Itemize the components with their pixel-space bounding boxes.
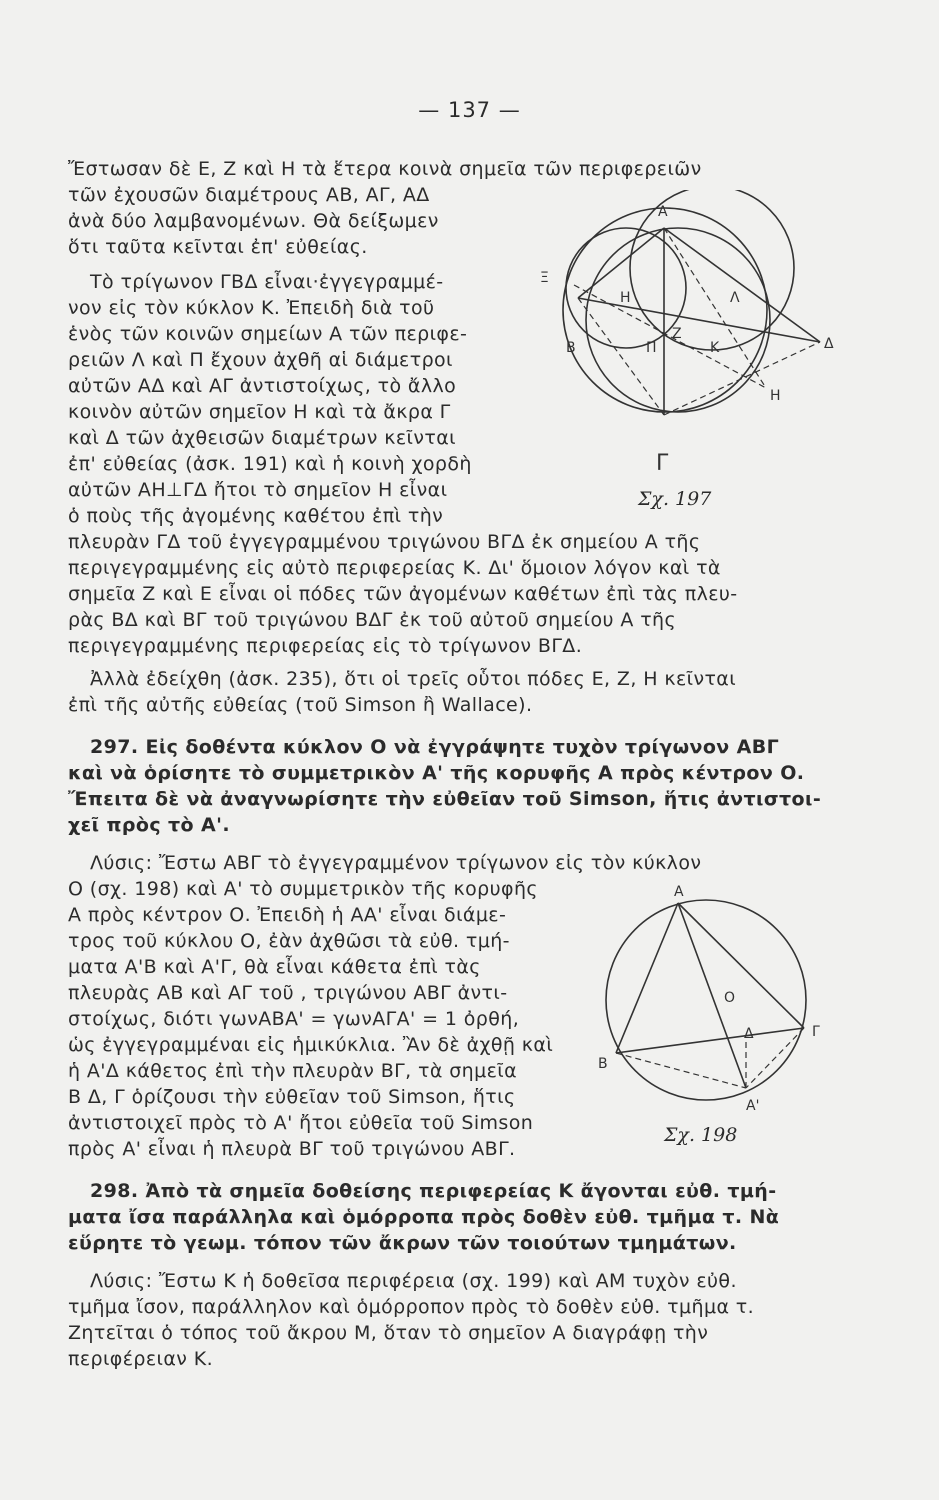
label-o: Ο (724, 990, 736, 1006)
solution-297-line: πρὸς Α' εἶναι ἡ πλευρὰ ΒΓ τοῦ τριγώνου ΑΒΓ. (68, 1138, 516, 1160)
text-line: σημεῖα Ζ καὶ Ε εἶναι οἱ πόδες τῶν ἀγομένων καθέτων ἐπὶ τὰς πλευ- (68, 583, 738, 605)
solution-297-line: ὡς ἐγγεγραμμέναι εἰς ἡμικύκλια. Ἂν δὲ ἀχθῇ καὶ (68, 1034, 554, 1056)
solution-297-line: Λύσις: Ἔστω ΑΒΓ τὸ ἐγγεγραμμένον τρίγωνον εἰς τὸν κύκλον (90, 852, 702, 874)
exercise-298-line: εὕρητε τὸ γεωμ. τόπον τῶν ἄκρων τῶν τοιούτων τμημάτων. (68, 1232, 737, 1254)
figure-197-caption: Σχ. 197 (638, 488, 712, 510)
solution-297-line: Ο (σχ. 198) καὶ Α' τὸ συμμετρικὸν τῆς κορυφῆς (68, 878, 538, 900)
solution-297-line: ἡ Α'Δ κάθετος ἐπὶ τὴν πλευρὰν ΒΓ, τὰ σημεῖα (68, 1060, 518, 1082)
exercise-297-line: 297. Εἰς δοθέντα κύκλον Ο νὰ ἐγγράψητε τυχὸν τρίγωνον ΑΒΓ (90, 736, 780, 758)
text-line: ἐπ' εὐθείας (ἀσκ. 191) καὶ ἡ κοινὴ χορδὴ (68, 453, 472, 475)
chord-ah (664, 228, 766, 388)
text-line: ἑνὸς τῶν κοινῶν σημείων Α τῶν περιφε- (68, 323, 468, 345)
segment-apg (746, 1028, 804, 1088)
figure-198-caption: Σχ. 198 (664, 1124, 738, 1146)
label-pi: Π (646, 340, 657, 356)
diameter-ad (664, 228, 820, 342)
page-number: — 137 — (418, 98, 521, 122)
text-line: ἀνὰ δύο λαμβανομένων. Θὰ δείξωμεν (68, 210, 439, 232)
circle-pi (586, 228, 770, 412)
exercise-297-line: Ἔπειτα δὲ νὰ ἀναγνωρίσητε τὴν εὐθεῖαν τοῦ Simson, ἥτις ἀντιστοι- (68, 788, 822, 810)
solution-297-line: ἀντιστοιχεῖ πρὸς τὸ Α' ἤτοι εὐθεῖα τοῦ Simson (68, 1112, 534, 1134)
side-bd (578, 298, 820, 342)
side-bg (616, 1028, 804, 1053)
solution-297-line: Α πρὸς κέντρον Ο. Ἐπειδὴ ἡ ΑΑ' εἶναι διάμε- (68, 904, 507, 926)
exercise-297-line: χεῖ πρὸς τὸ Α'. (68, 814, 230, 836)
text-line: Ἀλλὰ ἐδείχθη (ἀσκ. 235), ὅτι οἱ τρεῖς οὗτοι πόδες Ε, Ζ, Η κεῖνται (90, 668, 737, 690)
solution-298-line: περιφέρειαν Κ. (68, 1348, 214, 1370)
side-ab (616, 903, 678, 1053)
text-line: Τὸ τρίγωνον ΓΒΔ εἶναι·ἐγγεγραμμέ- (90, 271, 444, 293)
solution-297-line: τρος τοῦ κύκλου Ο, ἐὰν ἀχθῶσι τὰ εὐθ. τμή- (68, 930, 510, 952)
label-k: Κ (710, 340, 720, 356)
exercise-298-line: 298. Ἀπὸ τὰ σημεῖα δοθείσης περιφερείας Κ ἄγονται εὐθ. τμή- (90, 1180, 777, 1202)
figure-197 (530, 190, 850, 480)
text-line: ρὰς ΒΔ καὶ ΒΓ τοῦ τριγώνου ΒΔΓ ἐκ τοῦ αὐτοῦ σημείου Α τῆς (68, 609, 677, 631)
figure-198 (596, 878, 836, 1128)
text-line: αὐτῶν ΑΗ⊥ΓΔ ἤτοι τὸ σημεῖον Η εἶναι (68, 479, 448, 501)
label-h: Η (620, 290, 631, 306)
text-line: αὐτῶν ΑΔ καὶ ΑΓ ἀντιστοίχως, τὸ ἄλλο (68, 375, 457, 397)
solution-297-line: πλευρὰς ΑΒ καὶ ΑΓ τοῦ , τριγώνου ΑΒΓ ἀντι- (68, 982, 508, 1004)
solution-298-line: τμῆμα ἴσον, παράλληλον καὶ ὁμόρροπον πρὸς τὸ δοθὲν εὐθ. τμῆμα τ. (68, 1296, 755, 1318)
label-b: Β (598, 1056, 608, 1072)
label-g: Γ (812, 1024, 820, 1040)
diameter-aap (678, 903, 746, 1088)
label-b: Β (566, 340, 576, 356)
text-line: ρειῶν Λ καὶ Π ἔχουν ἀχθῆ αἱ διάμετροι (68, 349, 453, 371)
solution-298-line: Ζητεῖται ὁ τόπος τοῦ ἄκρου Μ, ὅταν τὸ σημεῖον Α διαγράφῃ τὴν (68, 1322, 709, 1344)
solution-297-line: ματα Α'Β καὶ Α'Γ, θὰ εἶναι κάθετα ἐπὶ τὰς (68, 956, 481, 978)
label-d: Δ (744, 1026, 754, 1042)
text-line: ὅτι ταῦτα κεῖνται ἐπ' εὐθείας. (68, 236, 368, 258)
circle-small (566, 228, 686, 348)
label-h2: Η (770, 388, 781, 404)
text-line: ἐπὶ τῆς αὐτῆς εὐθείας (τοῦ Simson ἢ Wallace). (68, 694, 533, 716)
solution-297-line: Β Δ, Γ ὁρίζουσι τὴν εὐθεῖαν τοῦ Simson, ἥτις (68, 1086, 516, 1108)
text-line: περιγεγραμμένης εἰς αὐτὸ περιφερείας Κ. Δι' ὅμοιον λόγον καὶ τὰ (68, 557, 721, 579)
label-a: Α (658, 204, 668, 220)
text-line: πλευρὰν ΓΔ τοῦ ἐγγεγραμμένου τριγώνου ΒΓΔ ἐκ σημείου Α τῆς (68, 531, 701, 553)
label-d: Δ (824, 336, 834, 352)
label-lambda: Λ (730, 290, 740, 306)
label-e: Ξ (540, 270, 549, 286)
text-line: καὶ Δ τῶν ἀχθεισῶν διαμέτρων κεῖνται (68, 427, 456, 449)
label-g: Γ (656, 451, 669, 476)
exercise-298-line: ματα ἴσα παράλληλα καὶ ὁμόρροπα πρὸς δοθὲν εὐθ. τμῆμα τ. Νὰ (68, 1206, 780, 1228)
text-line: περιγεγραμμένης περιφερείας εἰς τὸ τρίγωνον ΒΓΔ. (68, 635, 583, 657)
side-bg (578, 298, 664, 415)
text-line: ὁ ποὺς τῆς ἀγομένης καθέτου ἐπὶ τὴν (68, 505, 444, 527)
text-line: κοινὸν αὐτῶν σημεῖον Η καὶ τὰ ἄκρα Γ (68, 401, 451, 423)
text-line: Ἔστωσαν δὲ Ε, Ζ καὶ Η τὰ ἕτερα κοινὰ σημεῖα τῶν περιφερειῶν (68, 158, 702, 180)
circle-k (563, 208, 767, 412)
text-line: τῶν ἐχουσῶν διαμέτρους ΑΒ, ΑΓ, ΑΔ (68, 184, 430, 206)
side-ag (678, 903, 804, 1028)
solution-298-line: Λύσις: Ἔστω Κ ἡ δοθεῖσα περιφέρεια (σχ. 199) καὶ ΑΜ τυχὸν εὐθ. (90, 1270, 737, 1292)
label-ap: Α' (746, 1098, 760, 1114)
label-z: Ζ (672, 326, 682, 342)
text-line: νον εἰς τὸν κύκλον Κ. Ἐπειδὴ διὰ τοῦ (68, 297, 435, 319)
side-gd (664, 342, 820, 415)
label-a: Α (674, 884, 684, 900)
exercise-297-line: καὶ νὰ ὁρίσητε τὸ συμμετρικὸν Α' τῆς κορυφῆς Α πρὸς κέντρον Ο. (68, 762, 805, 784)
solution-297-line: στοίχως, διότι γωνΑΒΑ' = γωνΑΓΑ' = 1 ὀρθή, (68, 1008, 520, 1030)
